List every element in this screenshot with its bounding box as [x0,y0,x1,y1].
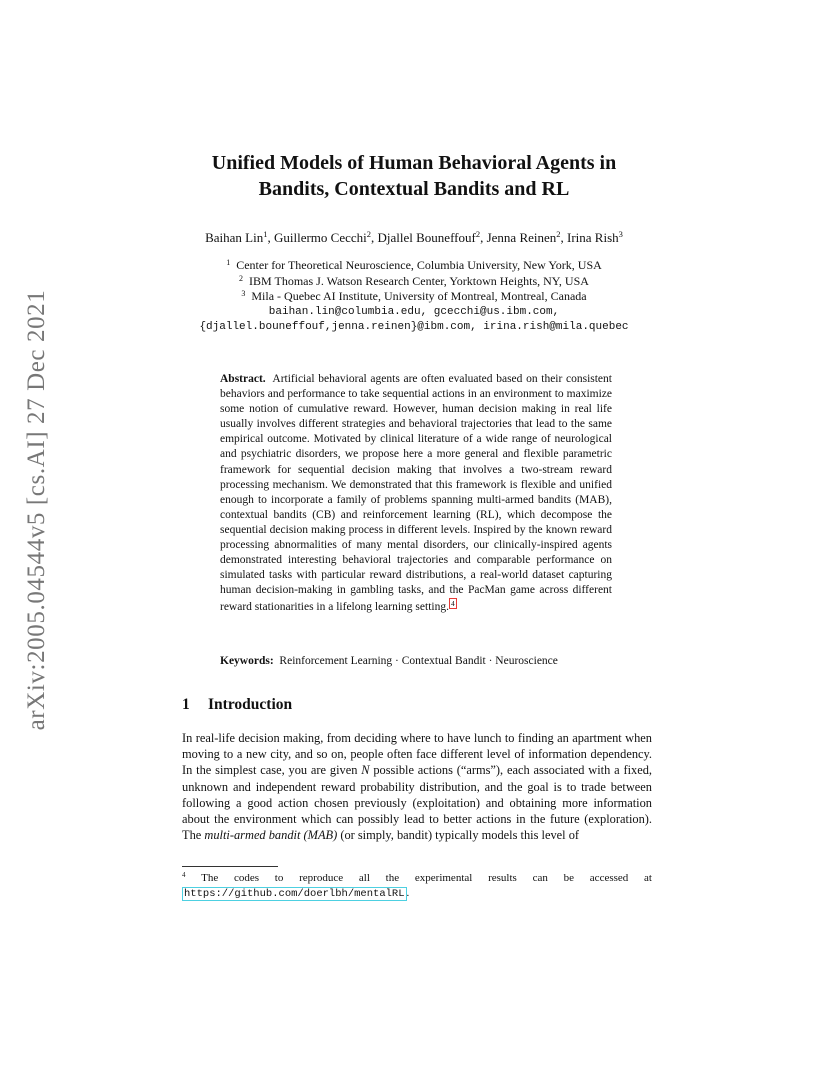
paper-title [150,150,678,202]
footnote-ref-link[interactable]: 4 [450,599,455,609]
arxiv-stamp-text: arXiv:2005.04544v5 [cs.AI] 27 Dec 2021 [23,289,50,731]
abstract-label: Abstract. [220,373,266,385]
affiliation: $^3$ Mila - Quebec AI Institute, University of Montreal, Montreal, Canada [241,289,587,303]
keywords-text: Reinforcement Learning · Contextual Bandit · Neuroscience [279,655,558,667]
email-line: baihan.lin@columbia.edu, gcecchi@us.ibm.com, [268,305,560,318]
affiliation: $^1$ Center for Theoretical Neuroscience, Columbia University, New York, USA [226,258,602,272]
author-list [150,229,678,246]
arxiv-stamp [20,260,54,760]
email-line: {djallel.bouneffouf,jenna.reinen}@ibm.com, irina.rish@mila.quebec [199,321,629,333]
footnote: $^4$ The codes to reproduce all the experimental results can be accessed at https://github.com/doerlbh/mentalRL . [182,871,652,900]
intro-paragraph: In real-life decision making, from deciding where to have lunch to finding an apartment when moving to a new city, and so on, people often face different level of information dependency. In the simplest case, you are given N possible actions (“arms”), each associated with a fixed, unknown and independent reward probability distribution, and the goal is to trade between following a good action chosen previously (exploitation) and obtaining more information about the environment which can possibly lead to better actions in the future (exploration). The multi-armed bandit (MAB) (or simply, bandit) typically models this level of [182,731,653,843]
affiliation: $^2$ IBM Thomas J. Watson Research Center, Yorktown Heights, NY, USA [239,273,589,288]
title-line-1: Unified Models of Human Behavioral Agents in [211,152,617,174]
keywords [220,654,620,669]
abstract-text: Artificial behavioral agents are often evaluated based on their consistent behaviors and performance to take sequential actions in an environment to maximize some notion of cumulative reward. However, human decision making in real life usually involves different strategies and behavioral trajectories that lead to the same empirical outcome. Motivated by clinical literature of a wide range of neurological and psychiatric disorders, we propose here a more general and flexible parametric framework for sequential decision making that involves a two-stream reward processing mechanism. We demonstrated that this framework is flexible and unified enough to incorporate a family of problems spanning multi-armed bandits (MAB), contextual bandits (CB) and reinforcement learning (RL), which decompose the sequential decision making process in different levels. Inspired by the known reward processing abnormalities of many mental disorders, our clinically-inspired agents demonstrated interesting behavioral trajectories and comparable performance on simulated tasks with particular reward distributions, a real-world dataset capturing human decision-making in gambling tasks, and the PacMan game across different reward stationarities in a lifelong learning setting. [220,373,612,614]
section-title: Introduction [208,696,293,713]
keywords-label: Keywords: [220,655,274,667]
author: Baihan Lin$^1$, [205,229,274,245]
section-heading [182,696,292,714]
author: Guillermo Cecchi$^2$, [273,229,378,245]
author: Irina Rish$^3$ [567,229,623,245]
footnote-mark: 4 [182,871,186,879]
section-number: 1 [182,696,190,713]
footnote-url-link[interactable]: https://github.com/doerlbh/mentalRL [184,888,405,900]
affiliations [150,258,678,336]
footnote-text: The codes to reproduce all the experimental results can be accessed at [201,872,652,884]
author: Djallel Bouneffouf$^2$, [377,229,487,245]
abstract [220,372,612,616]
footnote-rule [182,866,278,867]
author: Jenna Reinen$^2$, [486,229,568,245]
title-line-2: Bandits, Contextual Bandits and RL [258,178,570,200]
